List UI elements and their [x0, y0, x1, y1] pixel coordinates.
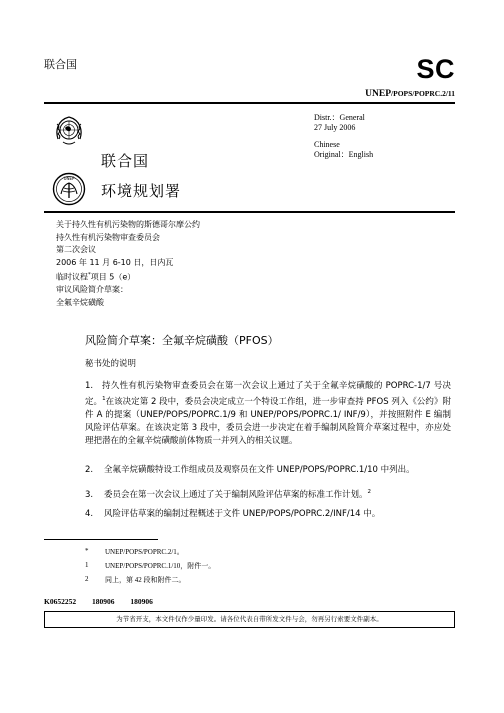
- distribution-block: [314, 113, 373, 160]
- symbol-suffix: /POPS/POPRC.2/11: [391, 89, 455, 98]
- language-line: Chinese: [314, 140, 340, 149]
- footnote-text: UNEP/POPS/POPRC.1/10，附件一。: [105, 562, 216, 570]
- secretariat-note-label: 秘书处的说明: [85, 359, 137, 369]
- un-emblem-icon: [52, 114, 86, 148]
- paragraph-text-cont: 在该决定第 2 段中，委员会决定成立一个特设工作组，进一步审查持 PFOS 列入《公约》附件 A 的提案（UNEP/POPS/POPRC.1/9 和 UNEP/POPS/POPRC.1/ INF/9），并按照附件 E 编制风险评估草案。在该决定第 3 段中，委员会进一步决定在着手编制风险简介草案过程中，亦应处理把潜在的全氟辛烷磺酸前体物质一并列入的相关议题。: [85, 396, 451, 446]
- unep-emblem-icon: [52, 172, 86, 206]
- paragraph-1: [85, 380, 451, 448]
- paragraph-number: 3.: [85, 489, 94, 500]
- cost-saving-notice: 为节省开支，本文件仅作少量印发。请各位代表自带所发文件与会，勿再另行索要文件副本。: [44, 611, 455, 628]
- committee-line: 持久性有机污染物审查委员会: [56, 232, 160, 242]
- footnote-text: 同上，第 42 段和附件二。: [105, 576, 186, 584]
- job-number-line: [44, 597, 153, 606]
- footnote-mark: 2: [85, 575, 89, 583]
- paragraph-text: 全氟辛烷磺酸特设工作组成员及观察员在文件 UNEP/POPS/POPRC.1/10 中列出。: [103, 465, 415, 475]
- document-title: 风险简介草案：全氟辛烷磺酸（PFOS）: [85, 334, 279, 347]
- un-label: 联合国: [44, 58, 77, 71]
- paragraph-text: 委员会在第一次会议上通过了关于编制风险评估草案的标准工作计划。: [103, 489, 368, 500]
- sc-mark: SC: [416, 54, 455, 84]
- org-unep-name: 环境规划署: [101, 182, 182, 200]
- paragraph-number: 1.: [85, 381, 94, 391]
- paragraph-3: [85, 486, 451, 502]
- job-date-1: 180906: [91, 597, 115, 606]
- footnote-mark: 1: [102, 396, 106, 402]
- meeting-rule: [44, 211, 455, 213]
- session-line: 第二次会议: [56, 245, 96, 254]
- agenda-subject-line: 审议风险简介草案：: [56, 285, 128, 295]
- paragraph-number: 4.: [85, 509, 94, 519]
- document-symbol: [365, 89, 455, 99]
- header-rule: [44, 102, 455, 104]
- footnote-mark: *: [85, 547, 89, 555]
- org-un-name: 联合国: [101, 152, 150, 170]
- footnote-rule: [44, 539, 158, 540]
- distr-line: Distr.：General: [314, 113, 365, 122]
- paragraph-number: 2.: [85, 465, 94, 475]
- paragraph-2: [85, 464, 451, 477]
- footnote-text: UNEP/POPS/POPRC.2/1。: [105, 548, 184, 556]
- paragraph-text: 风险评估草案的编制过程概述于文件 UNEP/POPS/POPRC.2/INF/14 中。: [103, 509, 381, 519]
- job-number: K0652252: [44, 597, 77, 606]
- convention-line: 关于持久性有机污染物的斯德哥尔摩公约: [56, 220, 200, 229]
- footnote-mark: 2: [367, 489, 371, 495]
- svg-text:UNEP: UNEP: [63, 176, 75, 181]
- agenda-line: 临时议程*项目 5（e）: [56, 272, 136, 282]
- symbol-prefix: UNEP: [365, 89, 392, 99]
- date-line: 27 July 2006: [314, 123, 356, 132]
- paragraph-4: [85, 508, 451, 521]
- paragraph-text: 持久性有机污染物审查委员会在第一次会议上通过了关于全氟辛烷磺酸的 POPRC-1/7 号决定。: [85, 381, 452, 407]
- meeting-heading: [56, 219, 200, 309]
- meeting-date-line: 2006 年 11 月 6-10 日，日内瓦: [56, 257, 174, 267]
- footnote-mark: 1: [85, 561, 89, 569]
- agenda-footnote-mark: *: [88, 272, 91, 278]
- original-line: Original：English: [314, 150, 374, 159]
- job-date-2: 180906: [130, 597, 153, 606]
- agenda-item-line: 全氟辛烷磺酸: [56, 297, 104, 307]
